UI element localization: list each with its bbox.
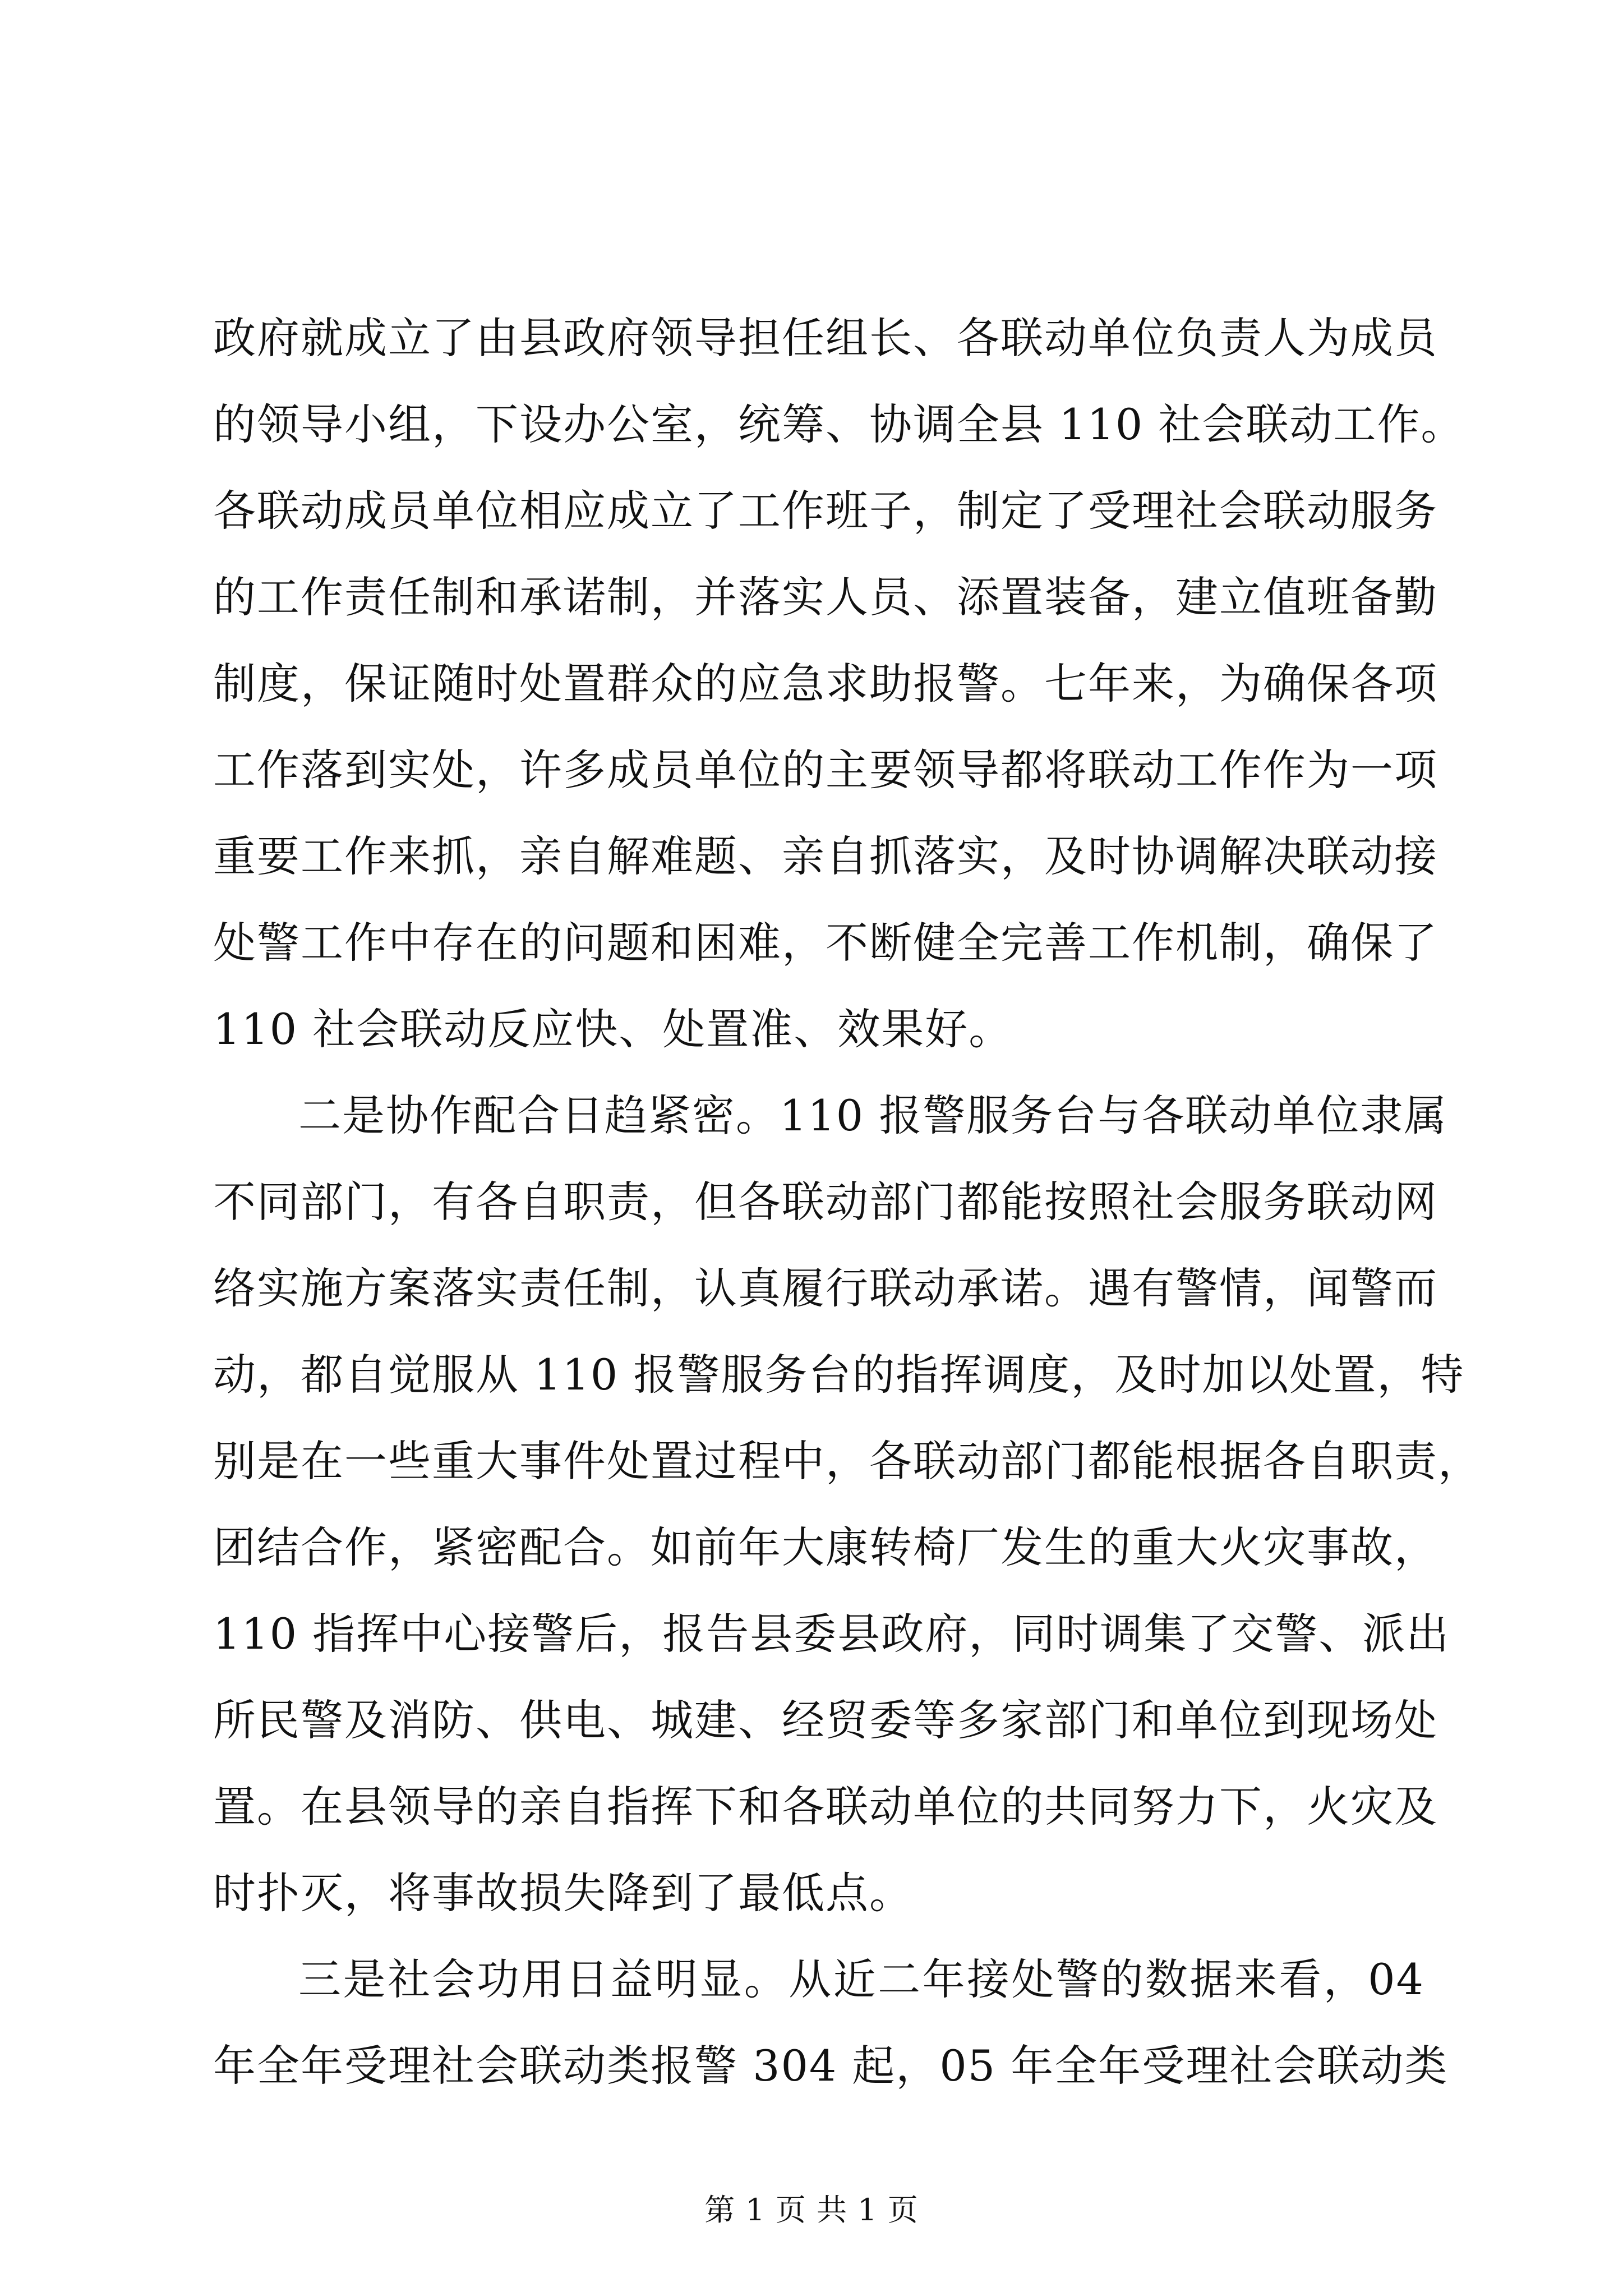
body-text-line: 年全年受理社会联动类报警 304 起，05 年全年受理社会联动类 xyxy=(213,2041,1449,2091)
paragraph-first-line: 三是社会功用日益明显。从近二年接处警的数据来看，04 xyxy=(298,1954,1424,2004)
body-text-line: 络实施方案落实责任制，认真履行联动承诺。遇有警情，闻警而 xyxy=(213,1263,1438,1313)
body-text-line: 时扑灭，将事故损失降到了最低点。 xyxy=(213,1868,913,1918)
body-text-line: 政府就成立了由县政府领导担任组长、各联动单位负责人为成员 xyxy=(213,313,1438,363)
page-footer: 第 1 页 共 1 页 xyxy=(704,2192,919,2228)
body-text-line: 的领导小组，下设办公室，统筹、协调全县 110 社会联动工作。 xyxy=(213,399,1465,449)
body-text-line: 团结合作，紧密配合。如前年大康转椅厂发生的重大火灾事故， xyxy=(213,1522,1438,1572)
body-text-line: 重要工作来抓，亲自解难题、亲自抓落实，及时协调解决联动接 xyxy=(213,831,1438,881)
body-text-line: 工作落到实处，许多成员单位的主要领导都将联动工作作为一项 xyxy=(213,745,1438,795)
body-text-line: 动，都自觉服从 110 报警服务台的指挥调度，及时加以处置，特 xyxy=(213,1350,1465,1400)
body-text-line: 制度，保证随时处置群众的应急求助报警。七年来，为确保各项 xyxy=(213,659,1438,708)
body-text-line: 的工作责任制和承诺制，并落实人员、添置装备，建立值班备勤 xyxy=(213,572,1438,622)
paragraph-first-line: 二是协作配合日趋紧密。110 报警服务台与各联动单位隶属 xyxy=(298,1091,1448,1140)
body-text-line: 110 社会联动反应快、处置准、效果好。 xyxy=(213,1004,1013,1054)
body-text-line: 别是在一些重大事件处置过程中，各联动部门都能根据各自职责， xyxy=(213,1436,1482,1486)
body-text-line: 处警工作中存在的问题和困难，不断健全完善工作机制，确保了 xyxy=(213,918,1438,968)
body-text-line: 置。在县领导的亲自指挥下和各联动单位的共同努力下，火灾及 xyxy=(213,1782,1438,1832)
body-text-line: 所民警及消防、供电、城建、经贸委等多家部门和单位到现场处 xyxy=(213,1695,1438,1745)
body-text-line: 不同部门，有各自职责，但各联动部门都能按照社会服务联动网 xyxy=(213,1177,1438,1227)
body-text-line: 各联动成员单位相应成立了工作班子，制定了受理社会联动服务 xyxy=(213,486,1438,536)
body-text-line: 110 指挥中心接警后，报告县委县政府，同时调集了交警、派出 xyxy=(213,1609,1450,1659)
